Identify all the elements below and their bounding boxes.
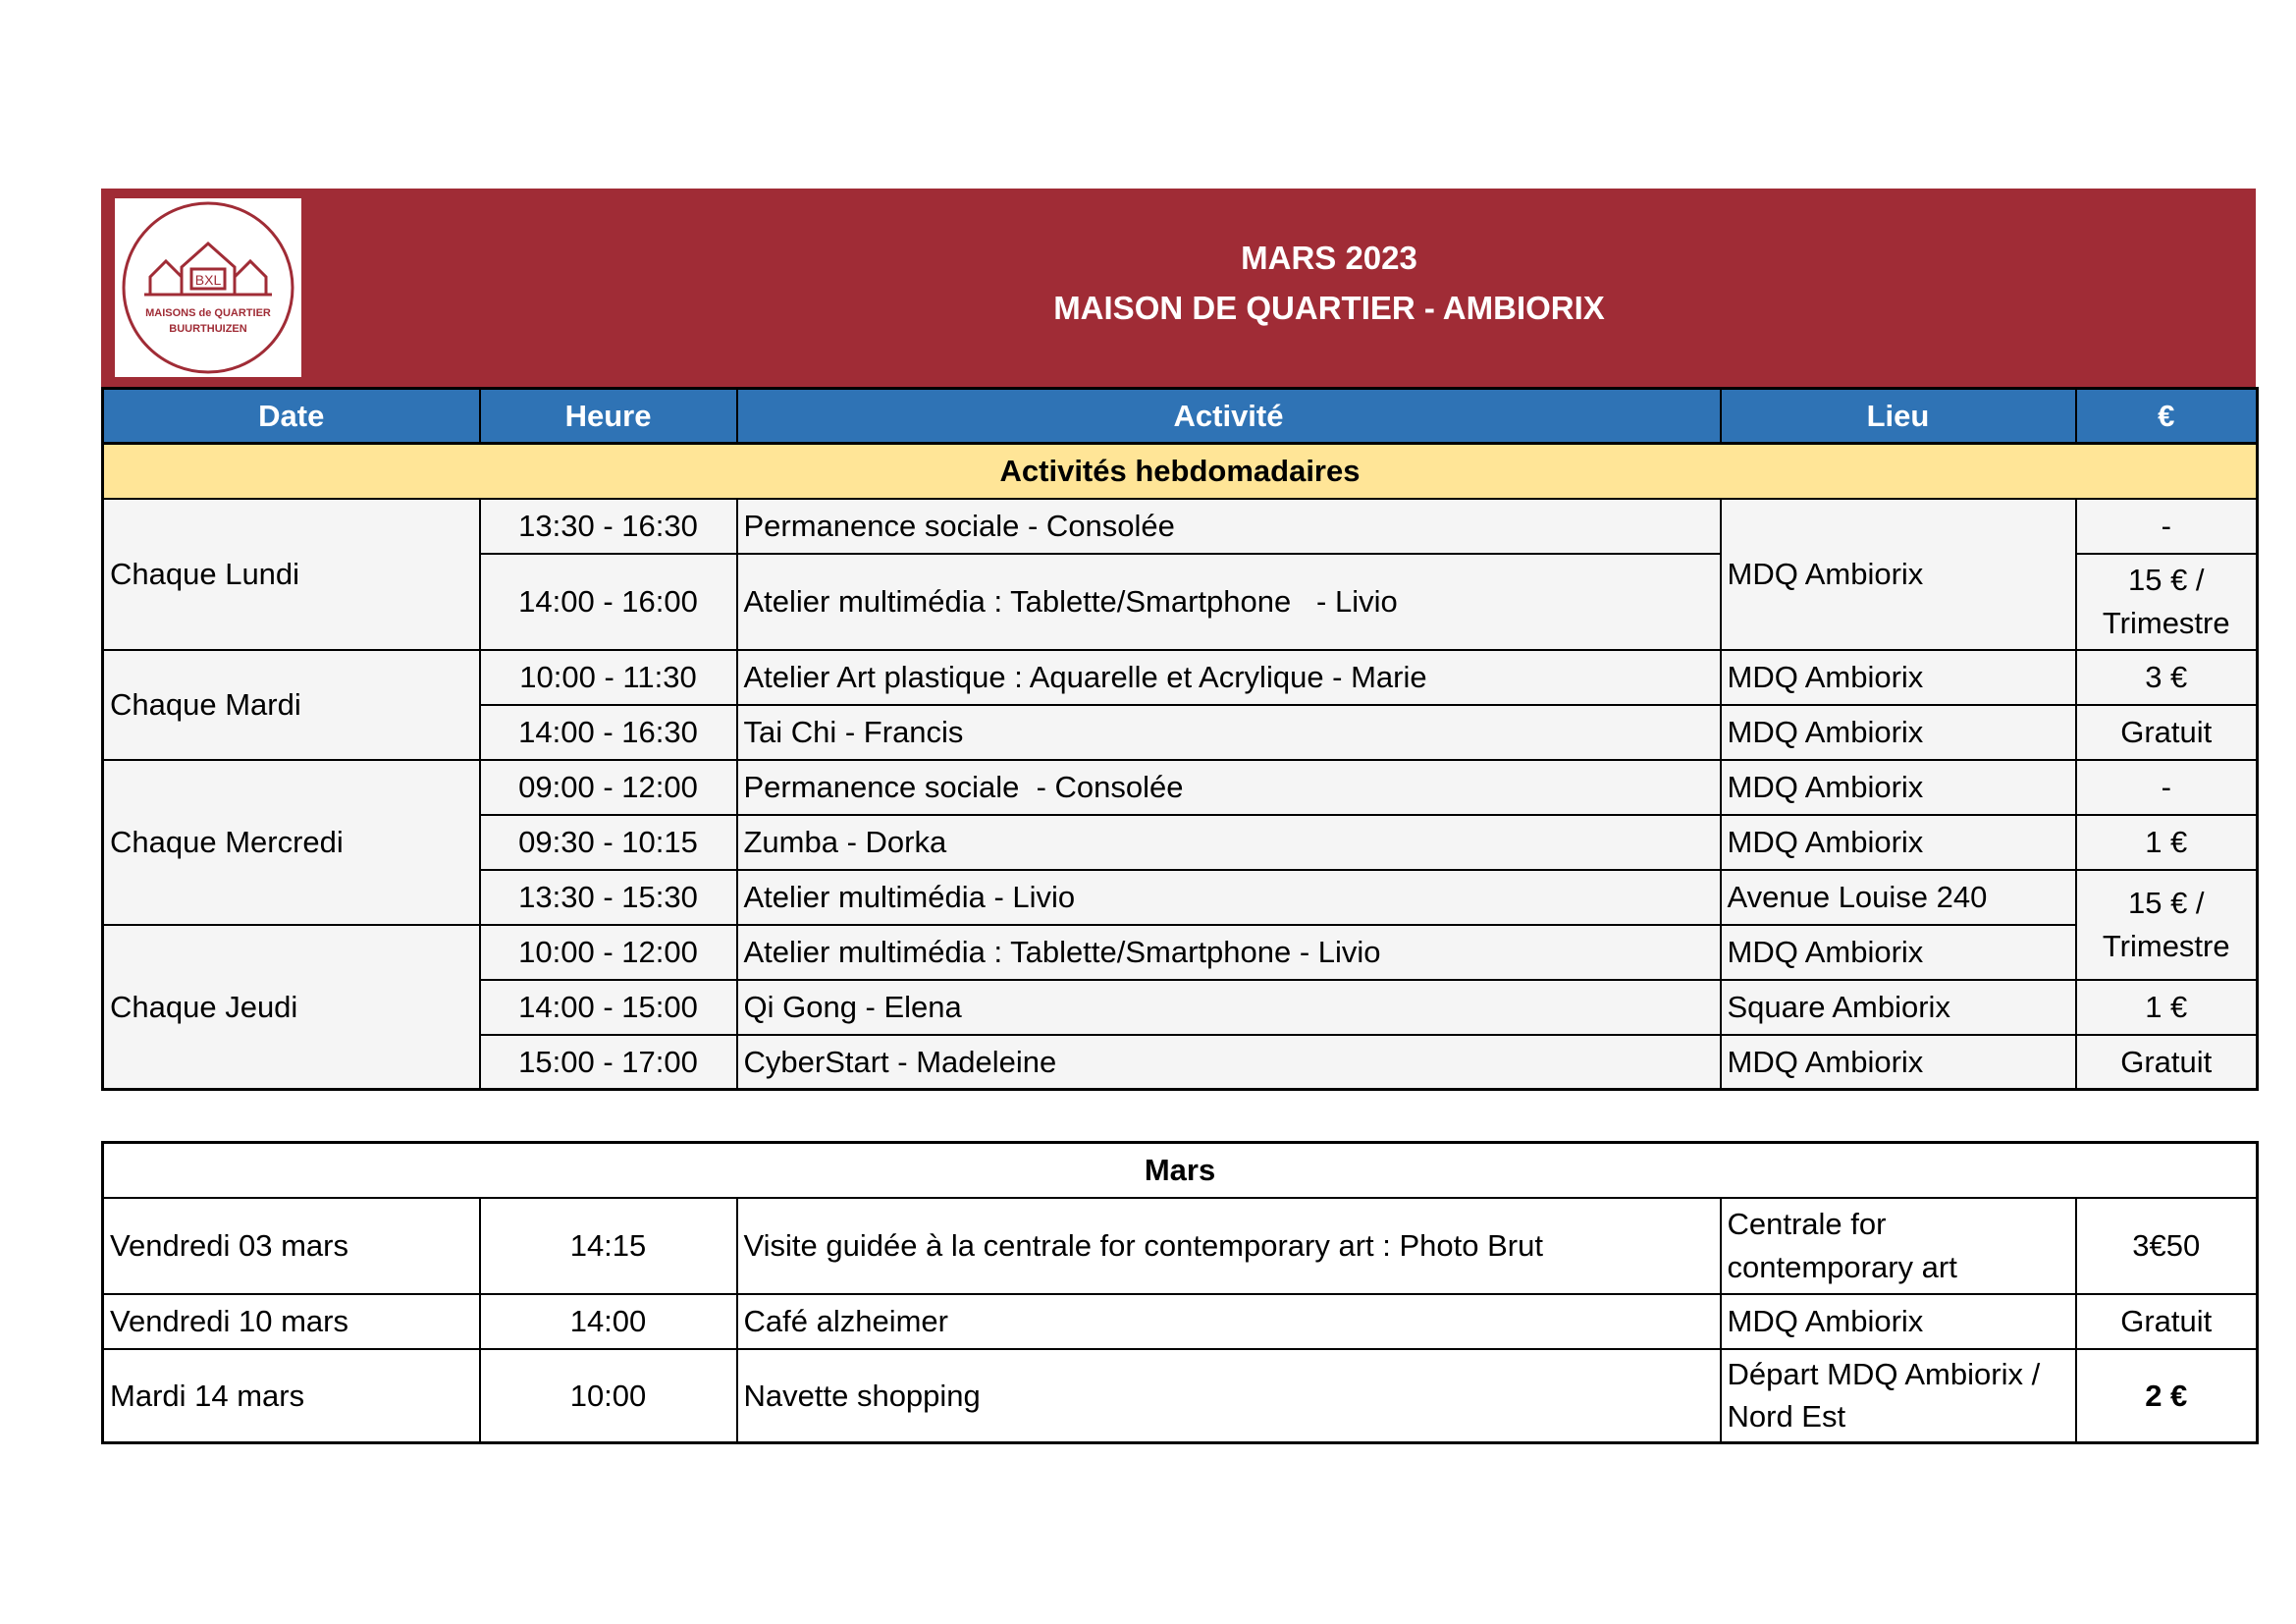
- table-row: [103, 1349, 2258, 1443]
- column-header-date: Date: [103, 389, 480, 444]
- place-cell: MDQ Ambiorix: [1721, 650, 2076, 705]
- price-cell: 1 €: [2076, 980, 2258, 1035]
- price-cell: -: [2076, 499, 2258, 554]
- place-line2: contemporary art: [1727, 1249, 1957, 1284]
- section-title-weekly: Activités hebdomadaires: [103, 444, 2258, 499]
- price-cell: -: [2076, 760, 2258, 815]
- day-cell: Chaque Mercredi: [103, 760, 480, 925]
- place-cell: [1721, 1198, 2076, 1294]
- time-cell: 10:00: [480, 1349, 737, 1443]
- time-cell: 14:15: [480, 1198, 737, 1294]
- activity-cell: Tai Chi - Francis: [737, 705, 1721, 760]
- weekly-schedule-table: [101, 387, 2259, 1091]
- time-cell: 14:00 - 16:00: [480, 554, 737, 650]
- place-cell: Square Ambiorix: [1721, 980, 2076, 1035]
- time-cell: 14:00: [480, 1294, 737, 1349]
- time-cell: 14:00 - 15:00: [480, 980, 737, 1035]
- activity-cell: Atelier Art plastique : Aquarelle et Acrylique - Marie: [737, 650, 1721, 705]
- page-subtitle: MAISON DE QUARTIER - AMBIORIX: [1053, 290, 1605, 326]
- logo-badge: BXL: [194, 272, 222, 288]
- place-cell: MDQ Ambiorix: [1721, 815, 2076, 870]
- place-cell: MDQ Ambiorix: [1721, 1035, 2076, 1090]
- day-cell: Chaque Mardi: [103, 650, 480, 760]
- column-header-price: €: [2076, 389, 2258, 444]
- place-line1: Départ MDQ Ambiorix /: [1727, 1356, 2041, 1391]
- time-cell: 13:30 - 15:30: [480, 870, 737, 925]
- time-cell: 10:00 - 11:30: [480, 650, 737, 705]
- activity-cell: Atelier multimédia : Tablette/Smartphone - Livio: [737, 554, 1721, 650]
- price-cell: Gratuit: [2076, 1294, 2258, 1349]
- place-cell: MDQ Ambiorix: [1721, 925, 2076, 980]
- activity-cell: Navette shopping: [737, 1349, 1721, 1443]
- table-row: [103, 925, 2258, 980]
- table-row: [103, 499, 2258, 554]
- table-row: [103, 650, 2258, 705]
- column-header-place: Lieu: [1721, 389, 2076, 444]
- table-row: [103, 1198, 2258, 1294]
- place-cell: [1721, 1349, 2076, 1443]
- place-cell: Avenue Louise 240: [1721, 870, 2076, 925]
- time-cell: 09:30 - 10:15: [480, 815, 737, 870]
- activity-cell: Visite guidée à la centrale for contemporary art : Photo Brut: [737, 1198, 1721, 1294]
- time-cell: 15:00 - 17:00: [480, 1035, 737, 1090]
- houses-logo-icon: [115, 198, 301, 377]
- time-cell: 14:00 - 16:30: [480, 705, 737, 760]
- page-title: MARS 2023: [1241, 240, 1417, 276]
- activity-cell: Zumba - Dorka: [737, 815, 1721, 870]
- column-header-time: Heure: [480, 389, 737, 444]
- activity-cell: Permanence sociale - Consolée: [737, 499, 1721, 554]
- price-cell: Gratuit: [2076, 705, 2258, 760]
- price-cell: 1 €: [2076, 815, 2258, 870]
- time-cell: 13:30 - 16:30: [480, 499, 737, 554]
- logo-line1: MAISONS de QUARTIER: [145, 307, 271, 319]
- time-cell: 09:00 - 12:00: [480, 760, 737, 815]
- day-cell: Chaque Lundi: [103, 499, 480, 650]
- place-cell: MDQ Ambiorix: [1721, 1294, 2076, 1349]
- price-line2: Trimestre: [2102, 928, 2230, 963]
- price-cell: 2 €: [2076, 1349, 2258, 1443]
- header-banner: [101, 189, 2256, 387]
- activity-cell: Atelier multimédia : Tablette/Smartphone - Livio: [737, 925, 1721, 980]
- price-cell-shared: [2076, 870, 2258, 980]
- price-cell: 3€50: [2076, 1198, 2258, 1294]
- time-cell: 10:00 - 12:00: [480, 925, 737, 980]
- logo-line2: BUURTHUIZEN: [169, 323, 247, 335]
- table-row: [103, 760, 2258, 815]
- date-cell: Vendredi 03 mars: [103, 1198, 480, 1294]
- activity-cell: Qi Gong - Elena: [737, 980, 1721, 1035]
- price-line1: 15 € /: [2127, 563, 2205, 598]
- section-title-monthly: Mars: [103, 1143, 2258, 1198]
- activity-cell: Café alzheimer: [737, 1294, 1721, 1349]
- activity-cell: Atelier multimédia - Livio: [737, 870, 1721, 925]
- place-cell: MDQ Ambiorix: [1721, 705, 2076, 760]
- column-header-activity: Activité: [737, 389, 1721, 444]
- place-line2: Nord Est: [1727, 1399, 1846, 1435]
- logo: [115, 198, 301, 377]
- price-cell: 3 €: [2076, 650, 2258, 705]
- price-line1: 15 € /: [2127, 886, 2205, 921]
- price-line2: Trimestre: [2102, 605, 2230, 640]
- day-cell: Chaque Jeudi: [103, 925, 480, 1090]
- place-cell: MDQ Ambiorix: [1721, 499, 2076, 650]
- place-line1: Centrale for: [1727, 1207, 1887, 1242]
- date-cell: Mardi 14 mars: [103, 1349, 480, 1443]
- activity-cell: Permanence sociale - Consolée: [737, 760, 1721, 815]
- activity-cell: CyberStart - Madeleine: [737, 1035, 1721, 1090]
- price-cell: Gratuit: [2076, 1035, 2258, 1090]
- place-cell: MDQ Ambiorix: [1721, 760, 2076, 815]
- monthly-events-table: [101, 1141, 2259, 1444]
- table-row: [103, 1294, 2258, 1349]
- price-cell: [2076, 554, 2258, 650]
- date-cell: Vendredi 10 mars: [103, 1294, 480, 1349]
